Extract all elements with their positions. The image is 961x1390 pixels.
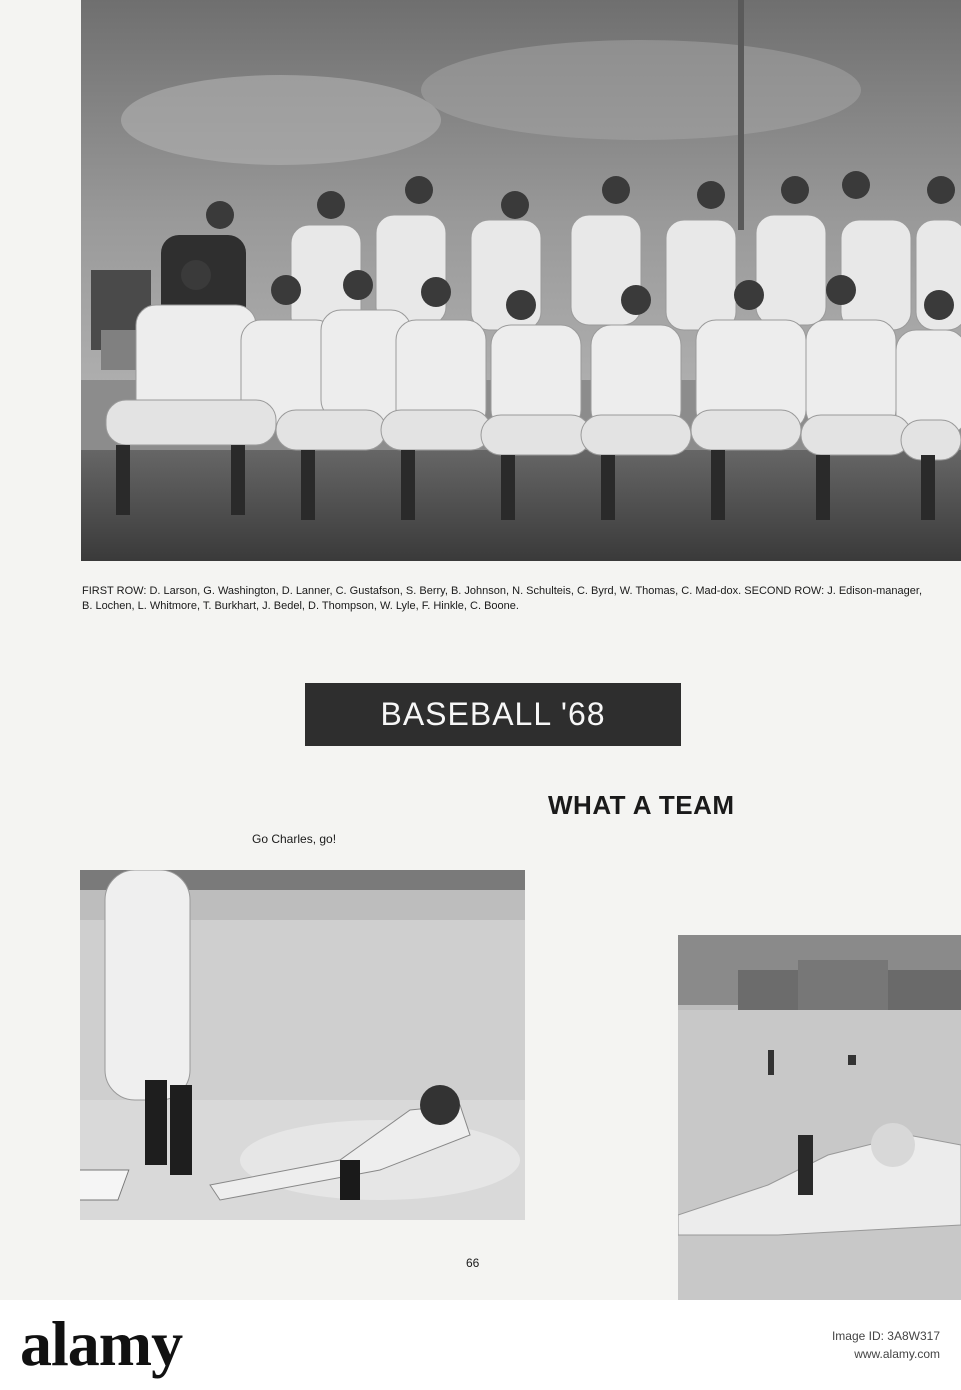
page-number: 66 [466,1256,480,1270]
headline-subtitle: WHAT A TEAM [548,790,735,820]
tag-play-photo [678,935,961,1300]
image-id-label: Image ID: 3A8W317 [831,1329,940,1343]
page-title: BASEBALL '68 [305,683,681,746]
alamy-logo: alamy [20,1308,183,1379]
slide-photo [80,870,525,1220]
team-photo-caption: FIRST ROW: D. Larson, G. Washington, D. Lanner, C. Gustafson, S. Berry, B. Johnson, N. Schulteis, C. Byrd, W. Thomas, C. Mad-dox. SECOND ROW: J. Edison-manager, B. Lochen, L. Whitmore, T. Burkhart, J. Bedel, D. Thompson, W. Lyle, F. Hinkle, C. Boone. [82,585,922,612]
team-photo [81,0,961,561]
watermark-info [690,1327,940,1363]
slide-photo-caption: Go Charles, go! [252,832,337,846]
watermark-site: www.alamy.com [854,1347,940,1361]
